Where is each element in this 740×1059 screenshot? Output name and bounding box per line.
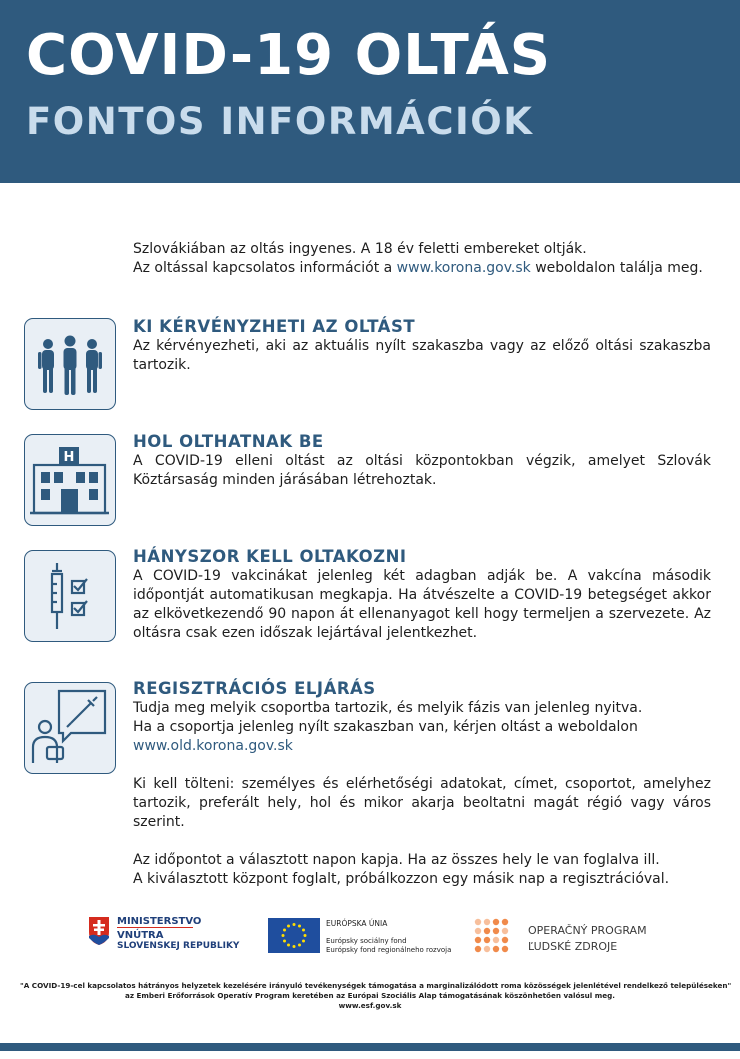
registration-p3 — [133, 851, 711, 889]
intro-text: Az oltással kapcsolatos információt a — [133, 260, 397, 276]
eu-line-2: Európsky fond regionálneho rozvoja — [326, 946, 452, 954]
ministry-name-line3: SLOVENSKEJ REPUBLIKY — [117, 941, 240, 951]
korona-link[interactable]: www.korona.gov.sk — [396, 260, 531, 276]
section-title: KI KÉRVÉNYZHETI AZ OLTÁST — [133, 317, 416, 336]
intro-text-end: weboldalon találja meg. — [530, 260, 703, 276]
registration-p1-line1: Tudja meg melyik csoportba tartozik, és melyik fázis van jelenleg nyitva. — [133, 700, 643, 716]
ministry-name-line1: MINISTERSTVO — [117, 916, 202, 927]
op-ludske-zdroje-logo-icon — [474, 918, 510, 954]
eu-title: EURÓPSKA ÚNIA — [326, 919, 388, 928]
footer-line-2: az Emberi Erőforrások Operatív Program keretében az Európai Szociális Alap támogatásának köszönhetően valósul meg. — [124, 991, 615, 1000]
hospital-icon — [24, 434, 116, 526]
registration-p3-line2: A kiválasztott központ foglalt, próbálkozzon egy másik nap a regisztrációval. — [133, 871, 670, 887]
footer-line-1: "A COVID-19-cel kapcsolatos hátrányos helyzetek kezelésére irányuló tevékenységek támogatása a marginalizálódott roma közösségek jelenlétével rendelkező településeken" — [20, 981, 732, 990]
spacer — [133, 832, 711, 851]
bottom-bar — [0, 1043, 740, 1051]
person-syringe-bubble-icon — [24, 682, 116, 774]
intro-line-1: Szlovákiában az oltás ingyenes. A 18 év feletti embereket oltják. — [133, 241, 587, 257]
section-title: HOL OLTHATNAK BE — [133, 432, 324, 451]
intro-line-2 — [133, 259, 723, 278]
section-how-many-doses — [133, 547, 711, 643]
section-title: REGISZTRÁCIÓS ELJÁRÁS — [133, 679, 376, 698]
section-body: A COVID-19 elleni oltást az oltási központokban végzik, amelyet Szlovák Köztársaság minden járásában létrehoztak. — [133, 453, 711, 488]
svg-text:H: H — [63, 450, 75, 465]
section-who-can-apply — [133, 317, 711, 375]
op-line-1: OPERAČNÝ PROGRAM — [528, 924, 647, 937]
registration-p3-line1: Az időpontot a választott napon kapja. Ha az összes hely le van foglalva ill. — [133, 852, 660, 868]
intro-paragraph — [133, 240, 723, 278]
op-line-2: ĽUDSKÉ ZDROJE — [528, 940, 618, 953]
ministry-divider — [117, 927, 193, 928]
registration-link[interactable]: www.old.korona.gov.sk — [133, 738, 293, 754]
eu-flag-icon — [268, 918, 320, 953]
footer-link[interactable]: www.esf.gov.sk — [338, 1001, 402, 1010]
registration-p1-line2: Ha a csoportja jelenleg nyílt szakaszban van, kérjen oltást a weboldalon — [133, 719, 638, 735]
syringe-checklist-icon — [24, 550, 116, 642]
spacer — [133, 756, 711, 775]
people-group-icon — [24, 318, 116, 410]
section-title: HÁNYSZOR KELL OLTAKOZNI — [133, 547, 407, 566]
registration-p1 — [133, 699, 711, 756]
footer-note — [20, 981, 732, 1011]
eu-line-1: Európsky sociálny fond — [326, 937, 407, 945]
header-banner — [0, 0, 740, 183]
slovak-coat-of-arms-icon — [88, 916, 110, 946]
section-registration — [133, 679, 711, 889]
section-body: A COVID-19 vakcinákat jelenleg két adagban adják be. A vakcína második időpontját automatikusan megkapja. Ha átvészelte a COVID-19 betegséget akkor az elkövetkezendő 90 napon át ellenanyagot kell hogy termeljen a szervezete. Az oltásra csak ezen időszak lejártával jelentkezhet. — [133, 568, 711, 641]
section-where-vaccinated — [133, 432, 711, 490]
page-title: COVID-19 OLTÁS — [26, 23, 552, 88]
registration-p2: Ki kell tölteni: személyes és elérhetőségi adatokat, címet, csoportot, amelyhez tartozik, preferált hely, hol és mikor akarja beoltatni magát régió vagy város szerint. — [133, 776, 711, 830]
ministry-name-line2: VNÚTRA — [117, 930, 164, 941]
sponsor-logos — [0, 912, 740, 962]
section-body: Az kérvényezheti, aki az aktuális nyílt szakaszba vagy az előző oltási szakaszba tartozik. — [133, 338, 711, 373]
page-subtitle: FONTOS INFORMÁCIÓK — [26, 100, 534, 143]
